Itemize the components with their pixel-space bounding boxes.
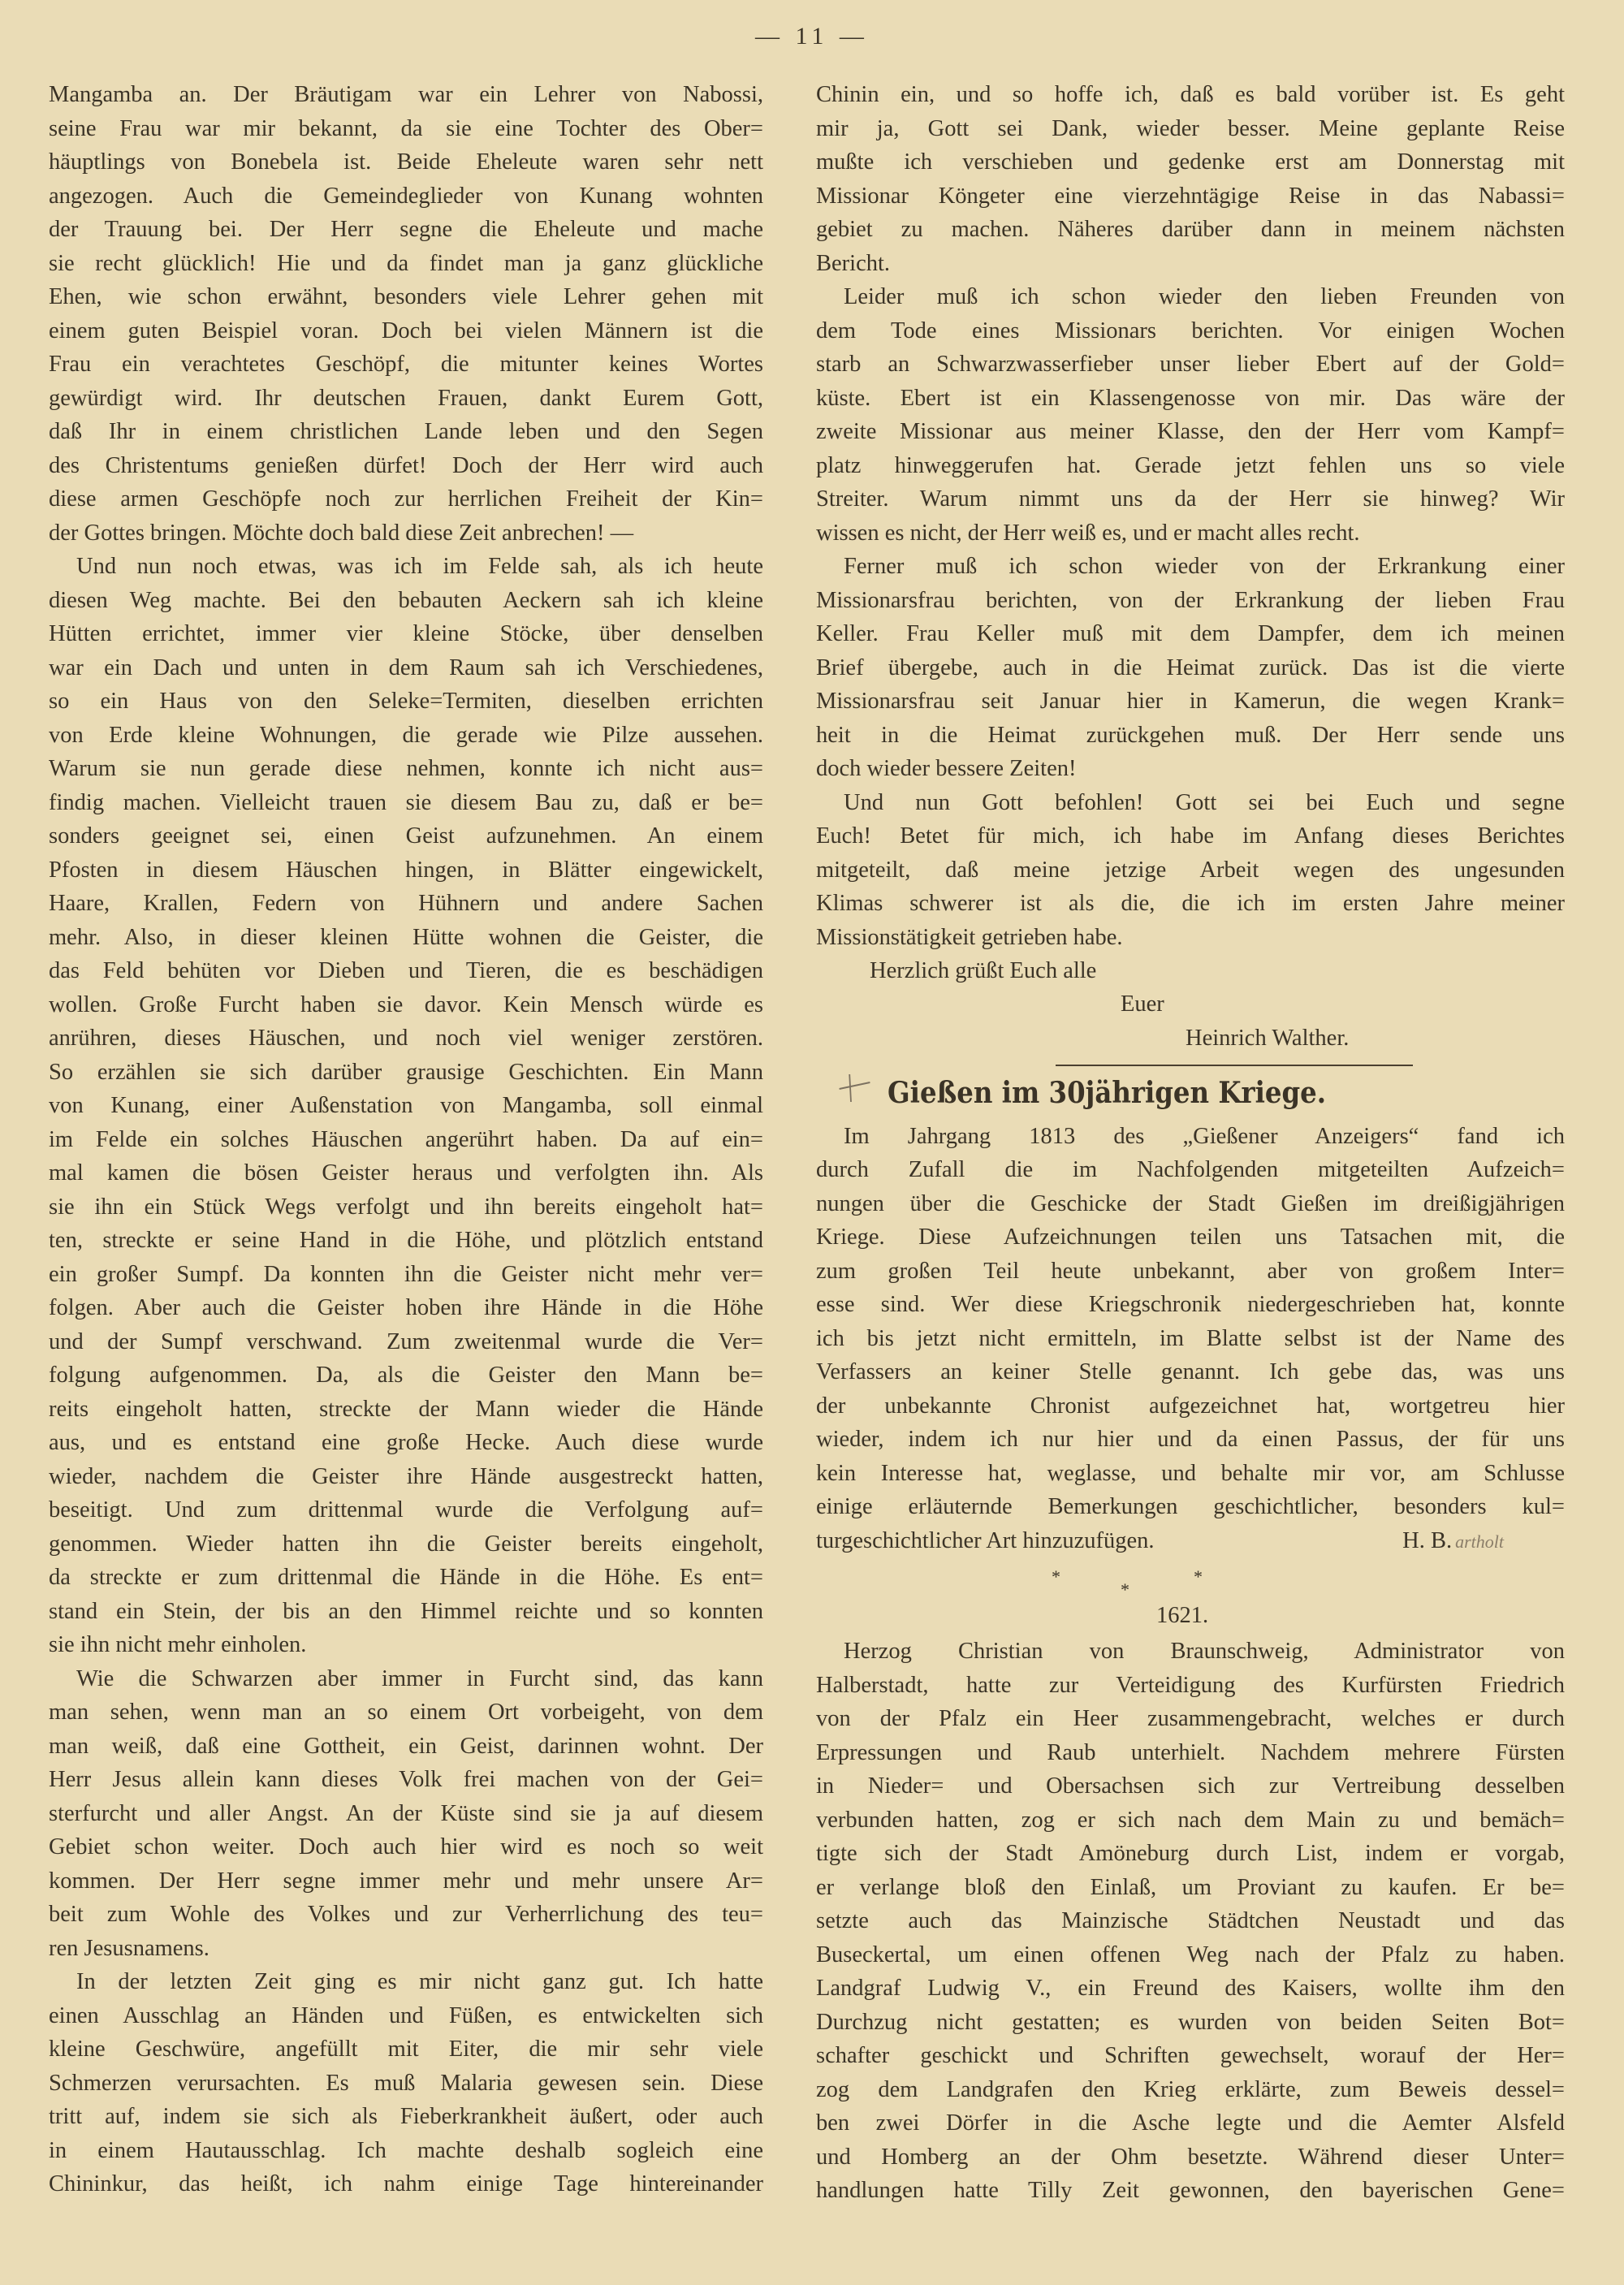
text-line: der Trauung bei. Der Herr segne die Eheleute und mache	[49, 217, 763, 242]
asterisk: *	[1121, 1579, 1129, 1600]
text-line: Missionar Köngeter eine vierzehntägige Reise in das Nabassi=	[816, 183, 1565, 209]
text-line: Herzog Christian von Braunschweig, Administrator von	[844, 1639, 1565, 1665]
text-line: Erpressungen und Raub unterhielt. Nachdem mehrere Fürsten	[816, 1739, 1565, 1765]
text-line: sie recht glücklich! Hie und da findet man ja ganz glückliche	[49, 250, 763, 276]
closing-euer: Euer	[1121, 991, 1164, 1017]
text-line: Und nun Gott befohlen! Gott sei bei Euch und segne	[844, 789, 1565, 815]
paragraph	[49, 550, 763, 1662]
text-line: Leider muß ich schon wieder den lieben Freunden von	[844, 284, 1565, 309]
text-line: In der letzten Zeit ging es mir nicht ganz gut. Ich hatte	[76, 1969, 763, 1994]
text-line: tritt auf, indem sie sich als Fieberkrankheit äußert, oder auch	[49, 2104, 763, 2129]
text-line: zum großen Teil heute unbekannt, aber von großem Inter=	[816, 1258, 1565, 1284]
text-line: sonders geeignet sei, einen Geist aufzunehmen. An einem	[49, 823, 763, 849]
text-line: Frau ein verachtetes Geschöpf, die mitunter keines Wortes	[49, 352, 763, 377]
text-line: Landgraf Ludwig V., ein Freund des Kaisers, wollte ihm den	[816, 1976, 1565, 2002]
text-line: Chininkur, das heißt, ich nahm einige Tage hintereinander	[49, 2171, 763, 2196]
text-line: mal kamen die bösen Geister heraus und verfolgten ihn. Als	[49, 1160, 763, 1186]
text-line: mußte ich verschieben und gedenke erst am Donnerstag mit	[816, 149, 1565, 175]
text-line: seine Frau war mir bekannt, da sie eine Tochter des Ober=	[49, 115, 763, 141]
text-line: ten, streckte er seine Hand in die Höhe, und plötzlich entstand	[49, 1228, 763, 1253]
text-line: handlungen hatte Tilly Zeit gewonnen, den bayerischen Gene=	[816, 2178, 1565, 2204]
text-line: Verfassers an keiner Stelle genannt. Ich gebe das, was uns	[816, 1359, 1565, 1385]
text-line: nungen über die Geschicke der Stadt Gießen im dreißigjährigen	[816, 1190, 1565, 1216]
text-line: Missionarsfrau berichten, von der Erkrankung der lieben Frau	[816, 587, 1565, 613]
text-line: ben zwei Dörfer in die Asche legte und die Aemter Alsfeld	[816, 2110, 1565, 2136]
text-line: gebiet zu machen. Näheres darüber dann in meinem nächsten	[816, 217, 1565, 242]
text-line: Im Jahrgang 1813 des „Gießener Anzeigers“ fand ich	[844, 1123, 1565, 1149]
text-line: angezogen. Auch die Gemeindeglieder von Kunang wohnten	[49, 183, 763, 209]
article-intro	[816, 1120, 1565, 1524]
text-line: sterfurcht und aller Angst. An der Küste sind sie ja auf diesem	[49, 1800, 763, 1826]
paragraph	[49, 1662, 763, 1966]
text-line: in Nieder= und Obersachsen sich zur Vertreibung desselben	[816, 1773, 1565, 1799]
text-line: daß Ihr in einem christlichen Lande leben und den Segen	[49, 419, 763, 444]
text-line: dem Tode eines Missionars berichten. Vor einigen Wochen	[816, 317, 1565, 343]
text-line: starb an Schwarzwasserfieber unser lieber Ebert auf der Gold=	[816, 352, 1565, 377]
text-line: der unbekannte Chronist aufgezeichnet hat, wortgetreu hier	[816, 1393, 1565, 1419]
text-line: sie ihn ein Stück Wegs verfolgt und ihn bereits eingeholt hat=	[49, 1194, 763, 1220]
letter-continuation	[816, 78, 1565, 954]
text-line: doch wieder bessere Zeiten!	[816, 756, 1077, 781]
text-line: von Erde kleine Wohnungen, die gerade wie Pilze aussehen.	[49, 722, 763, 748]
article-title-text: Gießen im 30jährigen Kriege.	[888, 1075, 1327, 1110]
text-line: man weiß, daß eine Gottheit, ein Geist, darinnen wohnt. Der	[49, 1733, 763, 1759]
paragraph	[816, 786, 1565, 955]
text-line: Durchzug nicht gestatten; es wurden von beiden Seiten Bot=	[816, 2009, 1565, 2035]
text-line: Ferner muß ich schon wieder von der Erkrankung einer	[844, 554, 1565, 579]
text-line: er verlange bloß den Einlaß, um Proviant zu kaufen. Er be=	[816, 1874, 1565, 1900]
text-line: wollen. Große Furcht haben sie davor. Kein Mensch würde es	[49, 991, 763, 1017]
paragraph	[49, 1965, 763, 2201]
text-line: beseitigt. Und zum drittenmal wurde die Verfolgung auf=	[49, 1497, 763, 1523]
text-line: Wie die Schwarzen aber immer in Furcht sind, das kann	[76, 1665, 763, 1691]
author-signature: H. B.	[1402, 1527, 1453, 1553]
article-title	[888, 1066, 1497, 1120]
text-line: im Felde ein solches Häuschen angerührt haben. Da auf ein=	[49, 1126, 763, 1152]
author-initials	[1402, 1524, 1504, 1558]
text-line: zweite Missionar aus meiner Klasse, den der Herr vom Kampf=	[816, 419, 1565, 444]
text-line: ich bis jetzt nicht ermitteln, im Blatte selbst ist der Name des	[816, 1325, 1565, 1351]
text-line: küste. Ebert ist ein Klassengenosse von mir. Das wäre der	[816, 385, 1565, 411]
text-line: folgung aufgenommen. Da, als die Geister den Mann be=	[49, 1363, 763, 1388]
text-line: reits eingeholt hatten, streckte der Mann wieder die Hände	[49, 1396, 763, 1422]
article-body	[816, 1635, 1565, 2208]
left-column	[49, 78, 763, 2201]
text-line: Brief übergebe, auch in die Heimat zurück. Das ist die vierte	[816, 654, 1565, 680]
text-line: kein Interesse hat, weglasse, und behalte mir vor, am Schlusse	[816, 1460, 1565, 1486]
text-line: mitgeteilt, daß meine jetzige Arbeit wegen des ungesunden	[816, 857, 1565, 883]
text-line: stand ein Stein, der bis an den Himmel reichte und so konnten	[49, 1598, 763, 1624]
text-line: Gebiet schon weiter. Doch auch hier wird es noch so weit	[49, 1834, 763, 1860]
text-line: Kriege. Diese Aufzeichnungen teilen uns Tatsachen mit, die	[816, 1225, 1565, 1250]
text-line: man sehen, wenn man an so einem Ort vorbeigeht, von dem	[49, 1700, 763, 1725]
text-line: mehr. Also, in dieser kleinen Hütte wohnen die Geister, die	[49, 924, 763, 950]
intro-last-text: turgeschichtlicher Art hinzuzufügen.	[816, 1527, 1155, 1553]
text-line: ren Jesusnamens.	[49, 1935, 209, 1961]
text-line: kleine Geschwüre, angefüllt mit Eiter, die mir sehr viele	[49, 2037, 763, 2062]
text-line: des Christentums genießen dürfet! Doch der Herr wird auch	[49, 452, 763, 478]
asterisk: *	[1052, 1566, 1060, 1587]
closing-greeting: Herzlich grüßt Euch alle	[870, 958, 1097, 983]
text-line: verbunden hatten, zog er sich nach dem Main zu und bemäch=	[816, 1807, 1565, 1833]
text-line: einige erläuternde Bemerkungen geschichtlicher, besonders kul=	[816, 1494, 1565, 1520]
text-line: von Kunang, einer Außenstation von Mangamba, soll einmal	[49, 1093, 763, 1118]
asterisk: *	[1194, 1566, 1203, 1587]
text-line: in einem Hautausschlag. Ich machte deshalb sogleich eine	[49, 2137, 763, 2163]
page-number: — 11 —	[755, 23, 869, 50]
text-line: mir ja, Gott sei Dank, wieder besser. Meine geplante Reise	[816, 115, 1565, 141]
text-line: Missionarsfrau seit Januar hier in Kamerun, die wegen Krank=	[816, 689, 1565, 714]
text-line: Warum sie nun gerade diese nehmen, konnte ich nicht aus=	[49, 756, 763, 781]
text-line: Streiter. Warum nimmt uns da der Herr sie hinweg? Wir	[816, 486, 1565, 512]
text-line: einem guten Beispiel voran. Doch bei vielen Männern ist die	[49, 317, 763, 343]
text-line: und der Sumpf verschwand. Zum zweitenmal wurde die Ver=	[49, 1328, 763, 1354]
text-line: Schmerzen verursachten. Es muß Malaria gewesen sein. Diese	[49, 2070, 763, 2096]
text-line: sie ihn nicht mehr einholen.	[49, 1632, 307, 1657]
text-line: Chinin ein, und so hoffe ich, daß es bald vorüber ist. Es geht	[816, 82, 1565, 107]
text-line: Missionstätigkeit getrieben habe.	[816, 924, 1123, 950]
text-line: Mangamba an. Der Bräutigam war ein Lehrer von Nabossi,	[49, 82, 763, 107]
text-line: setzte auch das Mainzische Städtchen Neustadt und das	[816, 1908, 1565, 1934]
text-line: diesen Weg machte. Bei den bebauten Aeckern sah ich kleine	[49, 587, 763, 613]
text-line: war ein Dach und unten in dem Raum sah ich Verschiedenes,	[49, 654, 763, 680]
closing-signature: Heinrich Walther.	[1186, 1025, 1350, 1051]
asterism	[816, 1558, 1565, 1599]
text-line: durch Zufall die im Nachfolgenden mitgeteilten Aufzeich=	[816, 1157, 1565, 1183]
text-line: Keller. Frau Keller muß mit dem Dampfer, dem ich meinen	[816, 621, 1565, 646]
text-line: Ehen, wie schon erwähnt, besonders viele Lehrer gehen mit	[49, 284, 763, 309]
text-line: So erzählen sie sich darüber grausige Geschichten. Ein Mann	[49, 1059, 763, 1085]
text-line: esse sind. Wer diese Kriegschronik niedergeschrieben hat, konnte	[816, 1292, 1565, 1318]
text-line: beit zum Wohle des Volkes und zur Verherrlichung des teu=	[49, 1902, 763, 1927]
text-line: Haare, Krallen, Federn von Hühnern und andere Sachen	[49, 891, 763, 916]
text-line: das Feld behüten vor Dieben und Tieren, die es beschädigen	[49, 958, 763, 983]
text-line: der Gottes bringen. Möchte doch bald diese Zeit anbrechen! —	[49, 520, 634, 546]
text-line: wieder, indem ich nur hier und da einen Passus, der für uns	[816, 1427, 1565, 1453]
text-line: findig machen. Vielleicht trauen sie diesem Bau zu, daß er be=	[49, 789, 763, 815]
text-line: folgen. Aber auch die Geister hoben ihre Hände in die Höhe	[49, 1295, 763, 1320]
paragraph	[816, 550, 1565, 786]
text-line: Buseckertal, um einen offenen Weg nach der Pfalz zu haben.	[816, 1942, 1565, 1968]
text-line: und Homberg an der Ohm besetzte. Während dieser Unter=	[816, 2144, 1565, 2170]
text-line: wissen es nicht, der Herr weiß es, und er macht alles recht.	[816, 520, 1360, 546]
text-line: anrühren, dieses Häuschen, und noch viel weniger zerstören.	[49, 1026, 763, 1051]
text-line: Und nun noch etwas, was ich im Felde sah, als ich heute	[76, 554, 763, 579]
text-line: Bericht.	[816, 250, 891, 276]
text-line: häuptlings von Bonebela ist. Beide Eheleute waren sehr nett	[49, 149, 763, 175]
text-line: Pfosten in diesem Häuschen hingen, in Blätter eingewickelt,	[49, 857, 763, 883]
text-line: zog dem Landgrafen den Krieg erklärte, zum Beweis dessel=	[816, 2076, 1565, 2102]
text-line: so ein Haus von den Seleke=Termiten, dieselben errichten	[49, 689, 763, 714]
text-line: aus, und es entstand eine große Hecke. Auch diese wurde	[49, 1430, 763, 1455]
text-line: Herr Jesus allein kann dieses Volk frei machen von der Gei=	[49, 1767, 763, 1792]
paragraph	[816, 78, 1565, 280]
handwritten-cross-mark	[836, 1071, 873, 1104]
text-line: wieder, nachdem die Geister ihre Hände ausgestreckt hatten,	[49, 1463, 763, 1489]
text-line: Hütten errichtet, immer vier kleine Stöcke, über denselben	[49, 621, 763, 646]
paragraph	[49, 78, 763, 550]
text-line: platz hinweggerufen hat. Gerade jetzt fehlen uns so viele	[816, 452, 1565, 478]
intro-last-line	[816, 1524, 1565, 1558]
text-line: Halberstadt, hatte zur Verteidigung des Kurfürsten Friedrich	[816, 1672, 1565, 1698]
text-line: Euch! Betet für mich, ich habe im Anfang dieses Berichtes	[816, 823, 1565, 849]
text-line: heit in die Heimat zurückgehen muß. Der Herr sende uns	[816, 722, 1565, 748]
text-line: ein großer Sumpf. Da konnten ihn die Geister nicht mehr ver=	[49, 1261, 763, 1287]
text-line: Klimas schwerer ist als die, die ich im ersten Jahre meiner	[816, 891, 1565, 916]
text-line: gewürdigt wird. Ihr deutschen Frauen, dankt Eurem Gott,	[49, 385, 763, 411]
text-line: schafter geschickt und Schriften gewechselt, worauf der Her=	[816, 2043, 1565, 2069]
handwritten-annotation: artholt	[1455, 1531, 1504, 1552]
paragraph	[816, 280, 1565, 550]
section-year: 1621.	[1155, 1603, 1209, 1629]
text-line: kommen. Der Herr segne immer mehr und mehr unsere Ar=	[49, 1868, 763, 1894]
text-line: diese armen Geschöpfe noch zur herrlichen Freiheit der Kin=	[49, 486, 763, 512]
text-line: tigte sich der Stadt Amöneburg durch List, indem er vorgab,	[816, 1841, 1565, 1867]
text-line: von der Pfalz ein Heer zusammengebracht, welches er durch	[816, 1706, 1565, 1732]
text-line: genommen. Wieder hatten ihn die Geister bereits eingeholt,	[49, 1531, 763, 1557]
text-line: einen Ausschlag an Händen und Füßen, es entwickelten sich	[49, 2002, 763, 2028]
text-line: da streckte er zum drittenmal die Hände in die Höhe. Es ent=	[49, 1565, 763, 1590]
right-column	[816, 78, 1565, 2208]
